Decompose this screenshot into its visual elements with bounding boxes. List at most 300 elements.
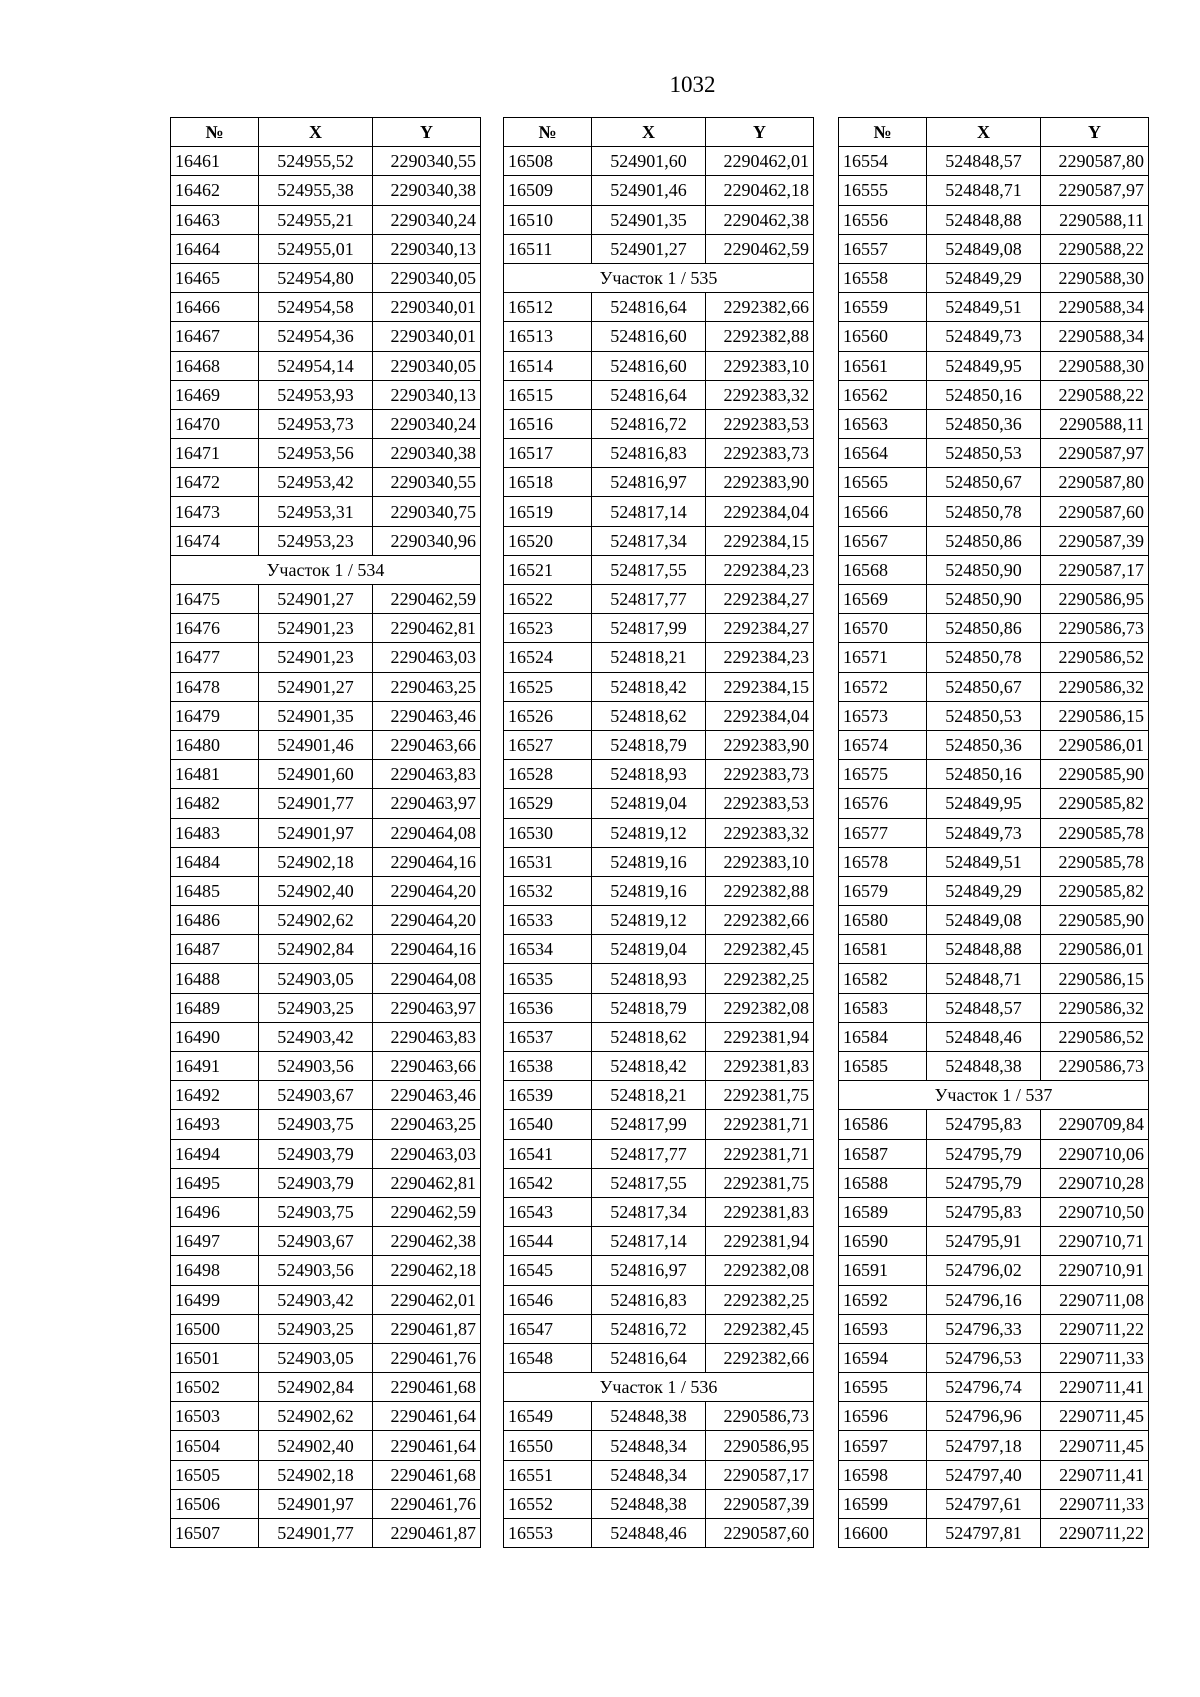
point-number-cell: 16498 <box>171 1256 259 1285</box>
point-number-cell: 16466 <box>171 293 259 322</box>
table-row <box>839 1256 1149 1285</box>
point-number-cell: 16488 <box>171 964 259 993</box>
y-coordinate-cell: 2290585,90 <box>1041 906 1149 935</box>
point-number-cell: 16596 <box>839 1402 927 1431</box>
point-number-cell: 16506 <box>171 1489 259 1518</box>
y-coordinate-cell: 2292382,45 <box>706 1314 814 1343</box>
y-coordinate-cell: 2290340,24 <box>373 409 481 438</box>
y-coordinate-cell: 2290462,38 <box>373 1227 481 1256</box>
point-number-cell: 16501 <box>171 1343 259 1372</box>
y-coordinate-cell: 2290710,50 <box>1041 1197 1149 1226</box>
x-coordinate-cell: 524850,53 <box>927 701 1041 730</box>
point-number-cell: 16533 <box>504 906 592 935</box>
y-coordinate-cell: 2290587,39 <box>706 1489 814 1518</box>
table-row <box>839 1431 1149 1460</box>
table-row <box>504 1052 814 1081</box>
y-coordinate-cell: 2290586,52 <box>1041 643 1149 672</box>
point-number-cell: 16577 <box>839 818 927 847</box>
x-coordinate-cell: 524850,67 <box>927 672 1041 701</box>
y-coordinate-cell: 2292384,15 <box>706 526 814 555</box>
point-number-cell: 16581 <box>839 935 927 964</box>
point-number-cell: 16465 <box>171 263 259 292</box>
x-coordinate-cell: 524850,67 <box>927 468 1041 497</box>
x-coordinate-cell: 524902,62 <box>259 1402 373 1431</box>
y-coordinate-cell: 2292384,27 <box>706 585 814 614</box>
point-number-cell: 16579 <box>839 876 927 905</box>
point-number-cell: 16463 <box>171 205 259 234</box>
table-row <box>839 1314 1149 1343</box>
point-number-cell: 16462 <box>171 176 259 205</box>
point-number-cell: 16520 <box>504 526 592 555</box>
point-number-cell: 16584 <box>839 1022 927 1051</box>
x-coordinate-cell: 524795,83 <box>927 1110 1041 1139</box>
x-coordinate-cell: 524818,93 <box>592 964 706 993</box>
table-row <box>504 234 814 263</box>
y-coordinate-cell: 2290463,03 <box>373 1139 481 1168</box>
table-row <box>504 555 814 584</box>
table-row <box>839 1343 1149 1372</box>
table-row <box>171 1519 481 1548</box>
point-number-cell: 16531 <box>504 847 592 876</box>
table-row <box>171 993 481 1022</box>
y-coordinate-cell: 2290340,01 <box>373 322 481 351</box>
y-coordinate-cell: 2290586,52 <box>1041 1022 1149 1051</box>
y-coordinate-cell: 2290463,66 <box>373 730 481 759</box>
section-header-row <box>504 263 814 292</box>
point-number-cell: 16597 <box>839 1431 927 1460</box>
y-coordinate-cell: 2290588,22 <box>1041 380 1149 409</box>
header-x: X <box>592 118 706 147</box>
x-coordinate-cell: 524903,67 <box>259 1081 373 1110</box>
x-coordinate-cell: 524817,34 <box>592 1197 706 1226</box>
table-row <box>171 614 481 643</box>
y-coordinate-cell: 2290463,83 <box>373 1022 481 1051</box>
y-coordinate-cell: 2290464,20 <box>373 876 481 905</box>
point-number-cell: 16549 <box>504 1402 592 1431</box>
table-row <box>171 1256 481 1285</box>
point-number-cell: 16586 <box>839 1110 927 1139</box>
table-row <box>839 1139 1149 1168</box>
point-number-cell: 16585 <box>839 1052 927 1081</box>
x-coordinate-cell: 524903,56 <box>259 1256 373 1285</box>
point-number-cell: 16592 <box>839 1285 927 1314</box>
y-coordinate-cell: 2292383,90 <box>706 730 814 759</box>
y-coordinate-cell: 2290463,46 <box>373 1081 481 1110</box>
point-number-cell: 16491 <box>171 1052 259 1081</box>
point-number-cell: 16565 <box>839 468 927 497</box>
point-number-cell: 16556 <box>839 205 927 234</box>
x-coordinate-cell: 524816,83 <box>592 439 706 468</box>
coordinates-table-1 <box>170 117 481 1548</box>
point-number-cell: 16557 <box>839 234 927 263</box>
x-coordinate-cell: 524954,14 <box>259 351 373 380</box>
table-row <box>504 614 814 643</box>
table-row <box>504 439 814 468</box>
section-header-row <box>839 1081 1149 1110</box>
point-number-cell: 16535 <box>504 964 592 993</box>
point-number-cell: 16589 <box>839 1197 927 1226</box>
section-title: Участок 1 / 535 <box>504 263 814 292</box>
table-row <box>839 293 1149 322</box>
point-number-cell: 16528 <box>504 760 592 789</box>
y-coordinate-cell: 2290463,66 <box>373 1052 481 1081</box>
y-coordinate-cell: 2290585,78 <box>1041 818 1149 847</box>
table-row <box>504 643 814 672</box>
x-coordinate-cell: 524816,97 <box>592 468 706 497</box>
table-row <box>839 993 1149 1022</box>
x-coordinate-cell: 524850,78 <box>927 497 1041 526</box>
y-coordinate-cell: 2290340,96 <box>373 526 481 555</box>
x-coordinate-cell: 524849,73 <box>927 322 1041 351</box>
point-number-cell: 16474 <box>171 526 259 555</box>
y-coordinate-cell: 2290340,55 <box>373 468 481 497</box>
x-coordinate-cell: 524817,55 <box>592 555 706 584</box>
y-coordinate-cell: 2290462,18 <box>373 1256 481 1285</box>
point-number-cell: 16504 <box>171 1431 259 1460</box>
header-x: X <box>927 118 1041 147</box>
x-coordinate-cell: 524955,21 <box>259 205 373 234</box>
y-coordinate-cell: 2290587,80 <box>1041 468 1149 497</box>
point-number-cell: 16517 <box>504 439 592 468</box>
x-coordinate-cell: 524901,27 <box>259 672 373 701</box>
x-coordinate-cell: 524903,79 <box>259 1168 373 1197</box>
y-coordinate-cell: 2290711,33 <box>1041 1343 1149 1372</box>
point-number-cell: 16540 <box>504 1110 592 1139</box>
table-row <box>504 585 814 614</box>
table-row <box>839 701 1149 730</box>
point-number-cell: 16526 <box>504 701 592 730</box>
point-number-cell: 16541 <box>504 1139 592 1168</box>
point-number-cell: 16490 <box>171 1022 259 1051</box>
point-number-cell: 16574 <box>839 730 927 759</box>
table-row <box>171 701 481 730</box>
y-coordinate-cell: 2292383,10 <box>706 351 814 380</box>
table-row <box>171 1285 481 1314</box>
table-row <box>504 847 814 876</box>
y-coordinate-cell: 2292384,27 <box>706 614 814 643</box>
coordinates-table-2 <box>503 117 814 1548</box>
point-number-cell: 16469 <box>171 380 259 409</box>
x-coordinate-cell: 524902,84 <box>259 1373 373 1402</box>
table-row <box>504 1460 814 1489</box>
table-row <box>504 1168 814 1197</box>
table-row <box>171 147 481 176</box>
y-coordinate-cell: 2290711,41 <box>1041 1460 1149 1489</box>
point-number-cell: 16553 <box>504 1519 592 1548</box>
header-y: Y <box>706 118 814 147</box>
x-coordinate-cell: 524902,18 <box>259 847 373 876</box>
y-coordinate-cell: 2290464,16 <box>373 935 481 964</box>
table-row <box>504 1081 814 1110</box>
point-number-cell: 16513 <box>504 322 592 351</box>
x-coordinate-cell: 524797,61 <box>927 1489 1041 1518</box>
table-row <box>839 1373 1149 1402</box>
point-number-cell: 16472 <box>171 468 259 497</box>
table-row <box>171 906 481 935</box>
x-coordinate-cell: 524955,38 <box>259 176 373 205</box>
point-number-cell: 16583 <box>839 993 927 1022</box>
y-coordinate-cell: 2290588,11 <box>1041 205 1149 234</box>
point-number-cell: 16527 <box>504 730 592 759</box>
y-coordinate-cell: 2290711,45 <box>1041 1402 1149 1431</box>
point-number-cell: 16516 <box>504 409 592 438</box>
x-coordinate-cell: 524901,60 <box>259 760 373 789</box>
point-number-cell: 16522 <box>504 585 592 614</box>
table-row <box>171 876 481 905</box>
y-coordinate-cell: 2290340,05 <box>373 263 481 292</box>
table-row <box>171 1139 481 1168</box>
table-row <box>504 409 814 438</box>
table-row <box>839 1519 1149 1548</box>
table-row <box>504 1227 814 1256</box>
y-coordinate-cell: 2290586,32 <box>1041 672 1149 701</box>
table-header-row <box>171 118 481 147</box>
table-row <box>839 789 1149 818</box>
point-number-cell: 16598 <box>839 1460 927 1489</box>
point-number-cell: 16505 <box>171 1460 259 1489</box>
x-coordinate-cell: 524818,21 <box>592 1081 706 1110</box>
x-coordinate-cell: 524848,34 <box>592 1460 706 1489</box>
x-coordinate-cell: 524818,62 <box>592 701 706 730</box>
y-coordinate-cell: 2290463,03 <box>373 643 481 672</box>
x-coordinate-cell: 524850,78 <box>927 643 1041 672</box>
section-header-row <box>504 1373 814 1402</box>
y-coordinate-cell: 2290586,73 <box>1041 1052 1149 1081</box>
table-row <box>504 789 814 818</box>
table-row <box>171 526 481 555</box>
table-row <box>504 964 814 993</box>
point-number-cell: 16471 <box>171 439 259 468</box>
point-number-cell: 16492 <box>171 1081 259 1110</box>
x-coordinate-cell: 524903,42 <box>259 1285 373 1314</box>
table-row <box>839 760 1149 789</box>
x-coordinate-cell: 524797,18 <box>927 1431 1041 1460</box>
point-number-cell: 16591 <box>839 1256 927 1285</box>
section-title: Участок 1 / 537 <box>839 1081 1149 1110</box>
point-number-cell: 16590 <box>839 1227 927 1256</box>
point-number-cell: 16529 <box>504 789 592 818</box>
section-header-row <box>171 555 481 584</box>
table-row <box>171 1343 481 1372</box>
y-coordinate-cell: 2290585,90 <box>1041 760 1149 789</box>
point-number-cell: 16515 <box>504 380 592 409</box>
point-number-cell: 16496 <box>171 1197 259 1226</box>
x-coordinate-cell: 524819,12 <box>592 906 706 935</box>
x-coordinate-cell: 524848,57 <box>927 147 1041 176</box>
y-coordinate-cell: 2290461,64 <box>373 1431 481 1460</box>
y-coordinate-cell: 2290586,15 <box>1041 964 1149 993</box>
point-number-cell: 16555 <box>839 176 927 205</box>
table-row <box>504 526 814 555</box>
y-coordinate-cell: 2290587,97 <box>1041 439 1149 468</box>
y-coordinate-cell: 2290340,55 <box>373 147 481 176</box>
y-coordinate-cell: 2290462,38 <box>706 205 814 234</box>
x-coordinate-cell: 524818,79 <box>592 993 706 1022</box>
x-coordinate-cell: 524796,33 <box>927 1314 1041 1343</box>
y-coordinate-cell: 2290461,87 <box>373 1314 481 1343</box>
x-coordinate-cell: 524850,16 <box>927 760 1041 789</box>
x-coordinate-cell: 524901,97 <box>259 1489 373 1518</box>
table-row <box>171 468 481 497</box>
point-number-cell: 16554 <box>839 147 927 176</box>
x-coordinate-cell: 524903,05 <box>259 1343 373 1372</box>
point-number-cell: 16510 <box>504 205 592 234</box>
table-row <box>839 643 1149 672</box>
point-number-cell: 16545 <box>504 1256 592 1285</box>
point-number-cell: 16503 <box>171 1402 259 1431</box>
y-coordinate-cell: 2292383,53 <box>706 789 814 818</box>
point-number-cell: 16599 <box>839 1489 927 1518</box>
point-number-cell: 16470 <box>171 409 259 438</box>
point-number-cell: 16481 <box>171 760 259 789</box>
y-coordinate-cell: 2290585,82 <box>1041 789 1149 818</box>
y-coordinate-cell: 2290588,34 <box>1041 322 1149 351</box>
y-coordinate-cell: 2290586,95 <box>1041 585 1149 614</box>
y-coordinate-cell: 2292382,25 <box>706 964 814 993</box>
x-coordinate-cell: 524953,23 <box>259 526 373 555</box>
table-row <box>839 176 1149 205</box>
point-number-cell: 16461 <box>171 147 259 176</box>
x-coordinate-cell: 524848,46 <box>592 1519 706 1548</box>
table-row <box>839 1052 1149 1081</box>
point-number-cell: 16558 <box>839 263 927 292</box>
x-coordinate-cell: 524818,93 <box>592 760 706 789</box>
x-coordinate-cell: 524850,86 <box>927 614 1041 643</box>
table-row <box>839 614 1149 643</box>
table-row <box>504 1256 814 1285</box>
y-coordinate-cell: 2290340,13 <box>373 234 481 263</box>
table-row <box>171 1022 481 1051</box>
table-row <box>171 1227 481 1256</box>
table-row <box>839 1197 1149 1226</box>
y-coordinate-cell: 2290587,39 <box>1041 526 1149 555</box>
x-coordinate-cell: 524901,23 <box>259 643 373 672</box>
x-coordinate-cell: 524817,77 <box>592 1139 706 1168</box>
y-coordinate-cell: 2292382,08 <box>706 993 814 1022</box>
x-coordinate-cell: 524903,56 <box>259 1052 373 1081</box>
x-coordinate-cell: 524817,14 <box>592 497 706 526</box>
table-row <box>171 205 481 234</box>
y-coordinate-cell: 2290340,75 <box>373 497 481 526</box>
point-number-cell: 16523 <box>504 614 592 643</box>
point-number-cell: 16551 <box>504 1460 592 1489</box>
y-coordinate-cell: 2290711,41 <box>1041 1373 1149 1402</box>
y-coordinate-cell: 2290464,16 <box>373 847 481 876</box>
table-row <box>839 263 1149 292</box>
x-coordinate-cell: 524795,79 <box>927 1139 1041 1168</box>
y-coordinate-cell: 2292381,83 <box>706 1197 814 1226</box>
x-coordinate-cell: 524903,67 <box>259 1227 373 1256</box>
x-coordinate-cell: 524817,99 <box>592 614 706 643</box>
y-coordinate-cell: 2290587,17 <box>1041 555 1149 584</box>
x-coordinate-cell: 524817,34 <box>592 526 706 555</box>
y-coordinate-cell: 2290586,95 <box>706 1431 814 1460</box>
y-coordinate-cell: 2290588,30 <box>1041 263 1149 292</box>
point-number-cell: 16595 <box>839 1373 927 1402</box>
table-row <box>839 526 1149 555</box>
x-coordinate-cell: 524848,57 <box>927 993 1041 1022</box>
table-row <box>839 935 1149 964</box>
x-coordinate-cell: 524903,75 <box>259 1110 373 1139</box>
y-coordinate-cell: 2290463,97 <box>373 789 481 818</box>
point-number-cell: 16536 <box>504 993 592 1022</box>
y-coordinate-cell: 2292382,25 <box>706 1285 814 1314</box>
x-coordinate-cell: 524901,46 <box>592 176 706 205</box>
point-number-cell: 16537 <box>504 1022 592 1051</box>
x-coordinate-cell: 524817,55 <box>592 1168 706 1197</box>
header-number: № <box>504 118 592 147</box>
point-number-cell: 16497 <box>171 1227 259 1256</box>
y-coordinate-cell: 2290340,05 <box>373 351 481 380</box>
y-coordinate-cell: 2292381,94 <box>706 1227 814 1256</box>
table-header-row <box>839 118 1149 147</box>
x-coordinate-cell: 524848,38 <box>927 1052 1041 1081</box>
x-coordinate-cell: 524816,64 <box>592 380 706 409</box>
x-coordinate-cell: 524954,80 <box>259 263 373 292</box>
point-number-cell: 16539 <box>504 1081 592 1110</box>
y-coordinate-cell: 2292381,71 <box>706 1110 814 1139</box>
y-coordinate-cell: 2290587,80 <box>1041 147 1149 176</box>
point-number-cell: 16483 <box>171 818 259 847</box>
y-coordinate-cell: 2290464,20 <box>373 906 481 935</box>
table-row <box>171 409 481 438</box>
x-coordinate-cell: 524953,42 <box>259 468 373 497</box>
table-row <box>504 818 814 847</box>
y-coordinate-cell: 2292384,23 <box>706 643 814 672</box>
table-row <box>504 1285 814 1314</box>
x-coordinate-cell: 524850,90 <box>927 555 1041 584</box>
x-coordinate-cell: 524848,88 <box>927 935 1041 964</box>
point-number-cell: 16550 <box>504 1431 592 1460</box>
y-coordinate-cell: 2290462,59 <box>373 585 481 614</box>
y-coordinate-cell: 2292382,66 <box>706 1343 814 1372</box>
table-row <box>839 147 1149 176</box>
y-coordinate-cell: 2290588,22 <box>1041 234 1149 263</box>
x-coordinate-cell: 524902,40 <box>259 876 373 905</box>
table-row <box>839 380 1149 409</box>
y-coordinate-cell: 2290340,38 <box>373 176 481 205</box>
x-coordinate-cell: 524795,79 <box>927 1168 1041 1197</box>
y-coordinate-cell: 2290464,08 <box>373 818 481 847</box>
y-coordinate-cell: 2290711,22 <box>1041 1519 1149 1548</box>
y-coordinate-cell: 2292383,32 <box>706 818 814 847</box>
x-coordinate-cell: 524819,16 <box>592 876 706 905</box>
x-coordinate-cell: 524816,64 <box>592 1343 706 1372</box>
table-row <box>839 818 1149 847</box>
x-coordinate-cell: 524819,04 <box>592 789 706 818</box>
x-coordinate-cell: 524903,75 <box>259 1197 373 1226</box>
point-number-cell: 16534 <box>504 935 592 964</box>
x-coordinate-cell: 524818,21 <box>592 643 706 672</box>
point-number-cell: 16580 <box>839 906 927 935</box>
table-row <box>839 730 1149 759</box>
y-coordinate-cell: 2290462,81 <box>373 1168 481 1197</box>
y-coordinate-cell: 2292384,04 <box>706 701 814 730</box>
x-coordinate-cell: 524953,56 <box>259 439 373 468</box>
x-coordinate-cell: 524850,36 <box>927 730 1041 759</box>
table-row <box>839 439 1149 468</box>
point-number-cell: 16570 <box>839 614 927 643</box>
point-number-cell: 16512 <box>504 293 592 322</box>
point-number-cell: 16473 <box>171 497 259 526</box>
x-coordinate-cell: 524902,62 <box>259 906 373 935</box>
y-coordinate-cell: 2290588,34 <box>1041 293 1149 322</box>
point-number-cell: 16559 <box>839 293 927 322</box>
y-coordinate-cell: 2292382,66 <box>706 293 814 322</box>
y-coordinate-cell: 2290586,01 <box>1041 935 1149 964</box>
x-coordinate-cell: 524954,58 <box>259 293 373 322</box>
y-coordinate-cell: 2290462,59 <box>373 1197 481 1226</box>
